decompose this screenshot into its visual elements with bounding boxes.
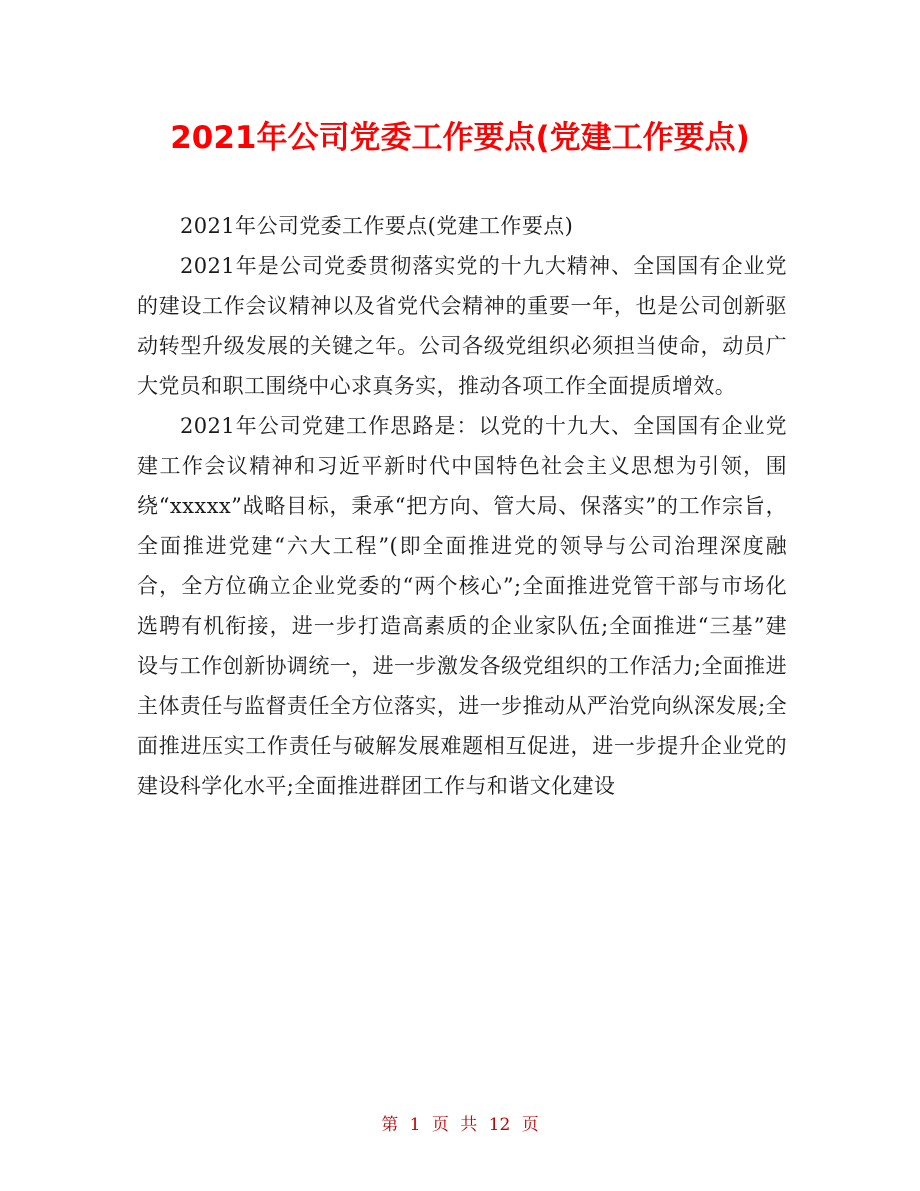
page-number-footer: 第 1 页 共 12 页 <box>381 1115 539 1135</box>
paragraph-work-approach: 2021年公司党建工作思路是：以党的十九大、全国国有企业党建工作会议精神和习近平新时代中国特色社会主义思想为引领，围绕“xxxxx”战略目标，秉承“把方向、管大局、保落实”的工作宗旨，全面推进党建“六大工程”(即全面推进党的领导与公司治理深度融合，全方位确立企业党委的“两个核心”;全面推进党管干部与市场化选聘有机衔接，进一步打造高素质的企业家队伍;全面推进“三基”建设与工作创新协调统一，进一步激发各级党组织的工作活力;全面推进主体责任与监督责任全方位落实，进一步推动从严治党向纵深发展;全面推进压实工作责任与破解发展难题相互促进，进一步提升企业党的建设科学化水平;全面推进群团工作与和谐文化建设 <box>137 414 787 798</box>
document-title: 2021年公司党委工作要点(党建工作要点) <box>170 120 750 156</box>
paragraph-heading: 2021年公司党委工作要点(党建工作要点) <box>180 214 574 238</box>
document-body <box>137 206 787 806</box>
paragraph-intro: 2021年是公司党委贯彻落实党的十九大精神、全国国有企业党的建设工作会议精神以及省党代会精神的重要一年，也是公司创新驱动转型升级发展的关键之年。公司各级党组织必须担当使命，动员广大党员和职工围绕中心求真务实，推动各项工作全面提质增效。 <box>137 254 787 398</box>
